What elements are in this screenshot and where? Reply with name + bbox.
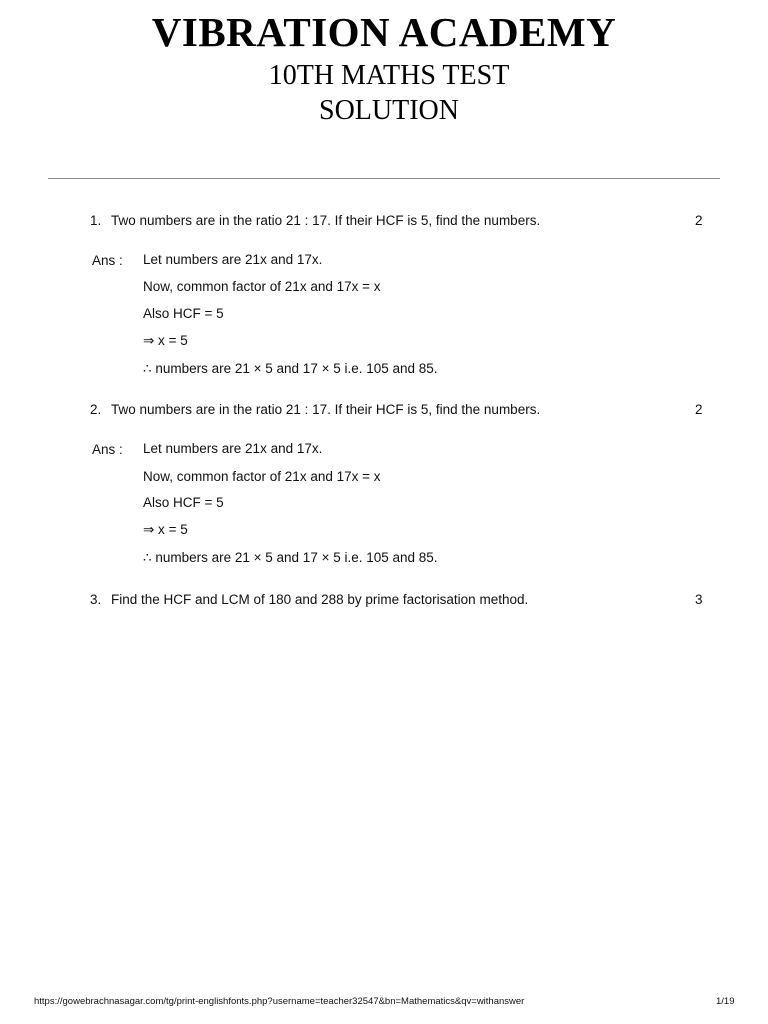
question-marks: 2 xyxy=(695,213,703,228)
answer-line: Also HCF = 5 xyxy=(143,306,224,321)
question-text: Find the HCF and LCM of 180 and 288 by prime factorisation method. xyxy=(111,592,529,607)
page-number: 1/19 xyxy=(716,996,735,1007)
question-number: 3. xyxy=(90,592,102,607)
answer-label: Ans : xyxy=(92,442,123,457)
question-text: Two numbers are in the ratio 21 : 17. If their HCF is 5, find the numbers. xyxy=(111,402,541,417)
question-marks: 2 xyxy=(695,402,703,417)
answer-line: Now, common factor of 21x and 17x = x xyxy=(143,279,381,294)
answer-line: Let numbers are 21x and 17x. xyxy=(143,441,323,456)
answer-line: Also HCF = 5 xyxy=(143,495,224,510)
page-title: VIBRATION ACADEMY xyxy=(151,9,617,55)
answer-line: Now, common factor of 21x and 17x = x xyxy=(143,469,381,484)
answer-line: ⇒ x = 5 xyxy=(143,522,188,537)
question-number: 1. xyxy=(90,213,102,228)
answer-label: Ans : xyxy=(92,253,123,268)
header-divider xyxy=(48,178,720,179)
answer-line: ∴ numbers are 21 × 5 and 17 × 5 i.e. 105 and 85. xyxy=(143,361,438,376)
question-number: 2. xyxy=(90,402,102,417)
question-marks: 3 xyxy=(695,592,703,607)
document-type: SOLUTION xyxy=(319,95,459,126)
test-name: 10TH MATHS TEST xyxy=(268,60,510,91)
footer-url: https://gowebrachnasagar.com/tg/print-englishfonts.php?username=teacher32547&bn=Mathematics&qv=withanswer xyxy=(34,996,525,1007)
answer-line: ⇒ x = 5 xyxy=(143,333,188,348)
answer-line: ∴ numbers are 21 × 5 and 17 × 5 i.e. 105 and 85. xyxy=(143,550,438,565)
question-text: Two numbers are in the ratio 21 : 17. If their HCF is 5, find the numbers. xyxy=(111,213,541,228)
answer-line: Let numbers are 21x and 17x. xyxy=(143,252,323,267)
